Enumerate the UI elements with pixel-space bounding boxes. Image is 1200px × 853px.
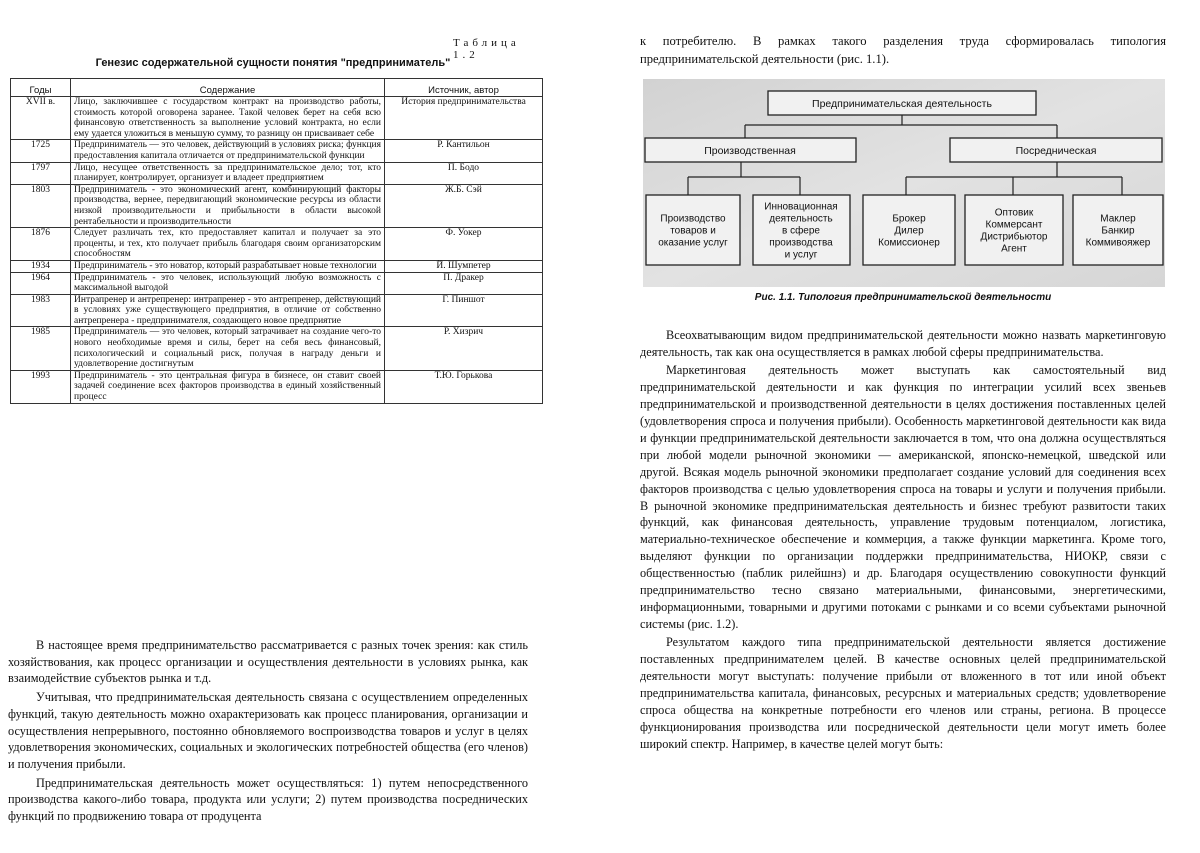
paragraph: Маркетинговая деятельность может выступать как самостоятельный вид предпринимательской деятельности и как функция по интеграции усилий всех звеньев предпринимательской и производственной деятельности в целях достижения поставленных целей (удовлетворения спроса и получения прибыли). Особенность маркетинговой деятельности как вида и функции предпринимательской деятельности заключается в том, что она должна осуществляться при любой модели рыночной экономики — американской, японско-немецкой, шведской или другой. Всякая модель рыночной экономики предполагает создание условий для соединения всех факторов производства с целью удовлетворения спроса на товары и услуги и получения прибыли. В рыночной экономике предпринимательская деятельность и бизнес требуют развитости таких функций, как финансовая деятельность, управление трудовым потенциалом, логистика, материально-техническое обеспечение и коммерция, а также функции маркетинга. Кроме того, выделяют функции по организации поддержки предпринимательства, НИОКР, связи с общественностью (паблик рилейшнз) и др. Благодаря осуществлению совокупности функций предпринимательство тесно связано материальными, финансовыми, энергетическими, информационными, товарными и другими потоками с рынками и со всеми субъектами рыночной системы (рис. 1.2).: [640, 362, 1166, 632]
content-cell: Предприниматель - это человек, использующий любую возможность с максимальной выгодой: [71, 272, 385, 294]
paragraph: Предпринимательская деятельность может осуществляться: 1) путем непосредственного производства какого-либо товара, продукта или услуги; 2) путем производства посреднических функций по продвижению товара от продуцента: [8, 775, 528, 824]
diagram-leaf-label: Маклер Банкир Коммивояжер: [1085, 213, 1151, 249]
year-cell: 1725: [11, 140, 71, 162]
right-top-text: [640, 33, 1166, 68]
diagram-branch-label: Посредническая: [1015, 145, 1097, 157]
table-caption: Таблица 1.2: [453, 37, 520, 61]
content-cell: Предприниматель - это центральная фигура в бизнесе, он ставит своей задачей соединение всех факторов производства в единый хозяйственный процесс: [71, 370, 385, 403]
diagram-root-label: Предпринимательская деятельность: [812, 98, 992, 110]
table-row: [11, 162, 543, 184]
diagram-leaf-label: Производство товаров и оказание услуг: [658, 213, 728, 249]
paragraph: к потребителю. В рамках такого разделения труда сформировалась типология предпринимательской деятельности (рис. 1.1).: [640, 34, 1166, 66]
typology-diagram: [643, 79, 1165, 287]
diagram-leaf-label: Брокер Дилер Комиссионер: [878, 213, 940, 249]
year-cell: 1803: [11, 184, 71, 227]
source-cell: Р. Кантильон: [385, 140, 543, 162]
diagram-leaf-label: Инновационная деятельность в сфере производства и услуг: [764, 201, 838, 261]
table-row: [11, 260, 543, 272]
source-cell: П. Дракер: [385, 272, 543, 294]
table-row: [11, 370, 543, 403]
content-cell: Следует различать тех, кто предоставляет капитал и получает за это проценты, и тех, кто получает прибыль благодаря своим организаторским способностям: [71, 228, 385, 261]
table-row: [11, 140, 543, 162]
source-cell: История предпринимательства: [385, 97, 543, 140]
content-cell: Интрапренер и антрепренер: интрапренер - это антрепренер, действующий в условиях уже существующего предприятия, в отличие от собственно антрепренера - предпринимателя, создающего новое предприятие: [71, 294, 385, 327]
source-cell: Й. Шумпетер: [385, 260, 543, 272]
content-cell: Лицо, несущее ответственность за предпринимательское дело; тот, кто планирует, контролирует, организует и владеет предприятием: [71, 162, 385, 184]
content-cell: Предприниматель — это человек, действующий в условиях риска; функция предоставления капитала отличается от предпринимательской функции: [71, 140, 385, 162]
year-cell: 1934: [11, 260, 71, 272]
table-row: [11, 228, 543, 261]
paragraph: Результатом каждого типа предпринимательской деятельности является достижение поставленных предпринимателем целей. В качестве основных целей предпринимательской деятельности могут выступать: получение прибыли от вложенного в тот или иной объект предпринимательства капитала, финансовых, ресурсных и материальных средств; удовлетворение спроса общества на конкретные потребности его членов или страны, региона. В процессе функционирования производства или посреднической деятельности цели могут иметь более широкий спектр. Например, в качестве целей могут быть:: [640, 635, 1166, 751]
year-cell: 1985: [11, 327, 71, 370]
year-cell: 1876: [11, 228, 71, 261]
figure-caption: Рис. 1.1. Типология предпринимательской деятельности: [754, 292, 1052, 303]
table-title: Генезис содержательной сущности понятия "предприниматель": [95, 57, 451, 69]
source-cell: Г. Пиншот: [385, 294, 543, 327]
year-cell: 1993: [11, 370, 71, 403]
diagram-branch-label: Производственная: [704, 145, 796, 157]
table-header-row: [11, 79, 543, 97]
content-cell: Предприниматель - это новатор, который разрабатывает новые технологии: [71, 260, 385, 272]
table-row: [11, 184, 543, 227]
source-cell: П. Бодо: [385, 162, 543, 184]
diagram-leaf-label: Оптовик Коммерсант Дистрибьютор Агент: [980, 207, 1048, 255]
right-body-text: [640, 327, 1166, 753]
header-year: Годы: [11, 79, 71, 97]
paragraph: Всеохватывающим видом предпринимательской деятельности можно назвать маркетинговую деятельность, так как она осуществляется в рамках любой сферы предпринимательства.: [640, 328, 1166, 359]
content-cell: Предприниматель — это человек, который затрачивает на создание чего-то нового необходимые время и силы, берет на себя весь финансовый, психологический и социальный риск, получая в награду деньги и удовлетворение достигнутым: [71, 327, 385, 370]
left-body-text: [8, 637, 528, 825]
source-cell: Р. Хизрич: [385, 327, 543, 370]
table-row: [11, 327, 543, 370]
genesis-table: [10, 78, 543, 404]
source-cell: Ж.Б. Сэй: [385, 184, 543, 227]
paragraph: В настоящее время предпринимательство рассматривается с разных точек зрения: как стиль хозяйствования, как процесс организации и осуществления деятельности в условиях рынка, как взаимодействие субъектов рынка и т.д.: [8, 638, 528, 686]
source-cell: Ф. Уокер: [385, 228, 543, 261]
year-cell: XVII в.: [11, 97, 71, 140]
source-cell: Т.Ю. Горькова: [385, 370, 543, 403]
paragraph: Учитывая, что предпринимательская деятельность связана с осуществлением определенных функций, такую деятельность можно охарактеризовать как процесс планирования, организации и осуществления непрерывного, постоянно обновляемого воспроизводства товаров и услуг в целях удовлетворения экономических, социальных и экологических потребностей общества (его членов) и получения прибыли.: [8, 690, 528, 771]
content-cell: Лицо, заключившее с государством контракт на производство работы, стоимость которой оговорена заранее. Такой человек берет на себя всю финансовую ответственность за выполнение условий контракта, но если ему удается уложиться в меньшую сумму, то разницу он присваивает себе: [71, 97, 385, 140]
year-cell: 1983: [11, 294, 71, 327]
year-cell: 1797: [11, 162, 71, 184]
table-row: [11, 272, 543, 294]
header-source: Источник, автор: [385, 79, 543, 97]
header-content: Содержание: [71, 79, 385, 97]
year-cell: 1964: [11, 272, 71, 294]
content-cell: Предприниматель - это экономический агент, комбинирующий факторы производства, вернее, передвигающий экономические ресурсы из области низкой производительности и прибыльности в области высокой рентабельности и производительности: [71, 184, 385, 227]
table-row: [11, 294, 543, 327]
table-row: [11, 97, 543, 140]
